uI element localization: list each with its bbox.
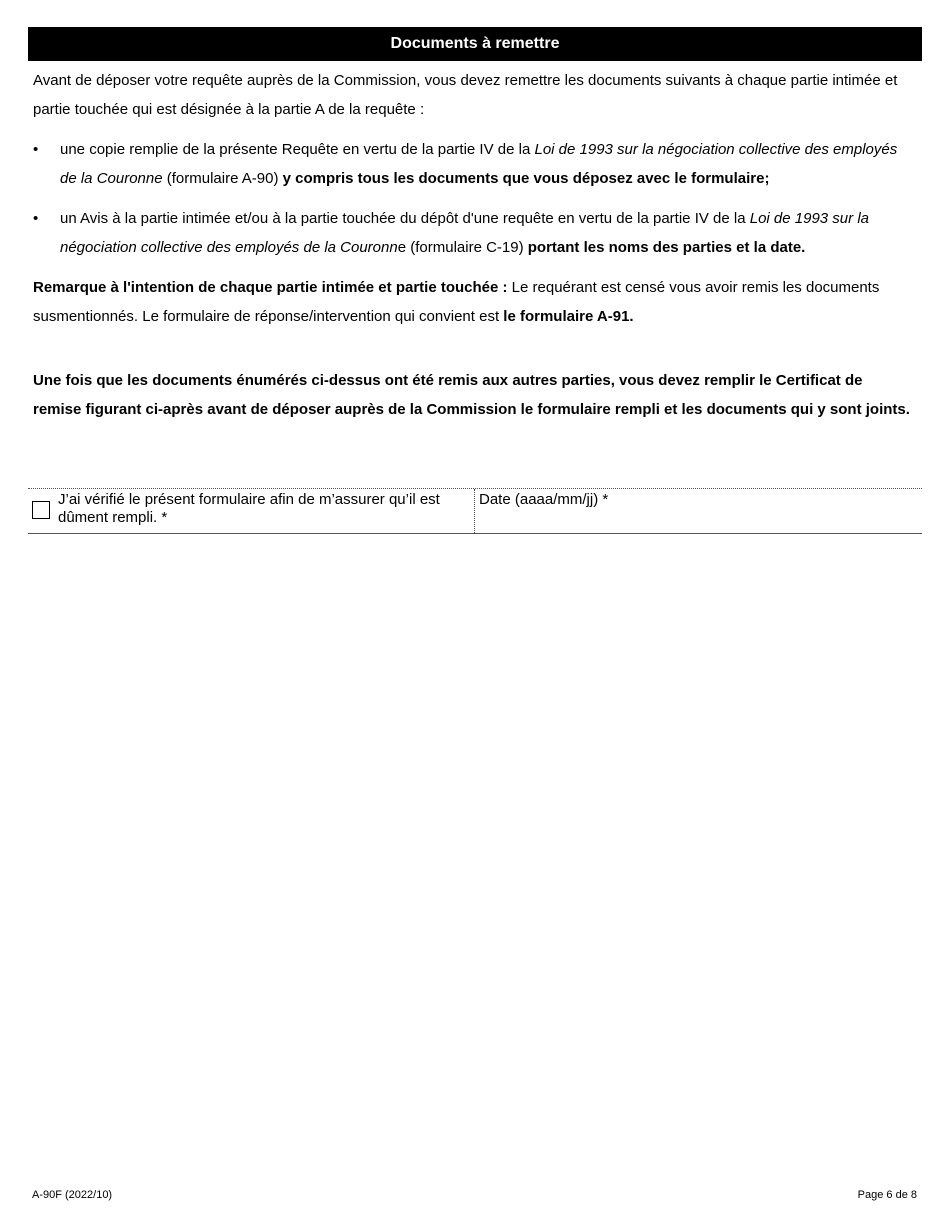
bullet-text: e (formulaire C-19) xyxy=(397,239,528,256)
remark-form-reference: le formulaire A-91. xyxy=(503,308,634,325)
intro-paragraph: Avant de déposer votre requête auprès de la Commission, vous devez remettre les documents suivants à chaque partie intimée et partie touchée qui est désignée à la partie A de la requête : xyxy=(33,72,898,118)
list-item xyxy=(33,135,913,193)
date-label: Date (aaaa/mm/jj) * xyxy=(479,491,609,508)
final-note: Une fois que les documents énumérés ci-dessus ont été remis aux autres parties, vous devez remplir le Certificat de remise figurant ci-après avant de déposer auprès de la Commission le formulaire rempli et les documents qui y sont joints. xyxy=(33,372,910,418)
date-field[interactable] xyxy=(479,509,899,527)
bullet-emphasis: y compris tous les documents que vous déposez avec le formulaire; xyxy=(282,170,770,187)
bullet-emphasis: portant les noms des parties et la date. xyxy=(527,239,806,256)
date-cell xyxy=(475,489,922,533)
verification-label: J’ai vérifié le présent formulaire afin de m’assurer qu’il est dûment rempli. * xyxy=(58,491,440,526)
verification-checkbox[interactable] xyxy=(32,501,50,519)
bullet-text: un Avis à la partie intimée et/ou à la partie touchée du dépôt d'une requête en vertu de la partie IV de la xyxy=(60,210,750,227)
remark-paragraph xyxy=(33,273,913,331)
bullet-text: (formulaire A-90) xyxy=(162,170,283,187)
section-title: Documents à remettre xyxy=(390,35,560,52)
law-title: Loi de 1993 sur la négociation collective des employés de la Couronn xyxy=(60,210,869,256)
instructions xyxy=(33,66,913,424)
section-header xyxy=(28,27,922,61)
list-item xyxy=(33,204,913,262)
certificate-row xyxy=(28,488,922,534)
form-code: A-90F (2022/10) xyxy=(32,1189,113,1201)
bullet-marker: • xyxy=(33,141,39,158)
verification-cell xyxy=(28,489,475,533)
bullet-text: une copie remplie de la présente Requête en vertu de la partie IV de la xyxy=(60,141,535,158)
remark-heading: Remarque à l'intention de chaque partie intimée et partie touchée : xyxy=(33,279,508,296)
remark-text: Le requérant est censé vous avoir remis les documents susmentionnés. Le formulaire de réponse/intervention qui convient est xyxy=(33,279,880,325)
bullet-marker: • xyxy=(33,210,39,227)
page-number: Page 6 de 8 xyxy=(857,1189,917,1201)
law-title: Loi de 1993 sur la négociation collective des employés de la Couronne xyxy=(60,141,898,187)
